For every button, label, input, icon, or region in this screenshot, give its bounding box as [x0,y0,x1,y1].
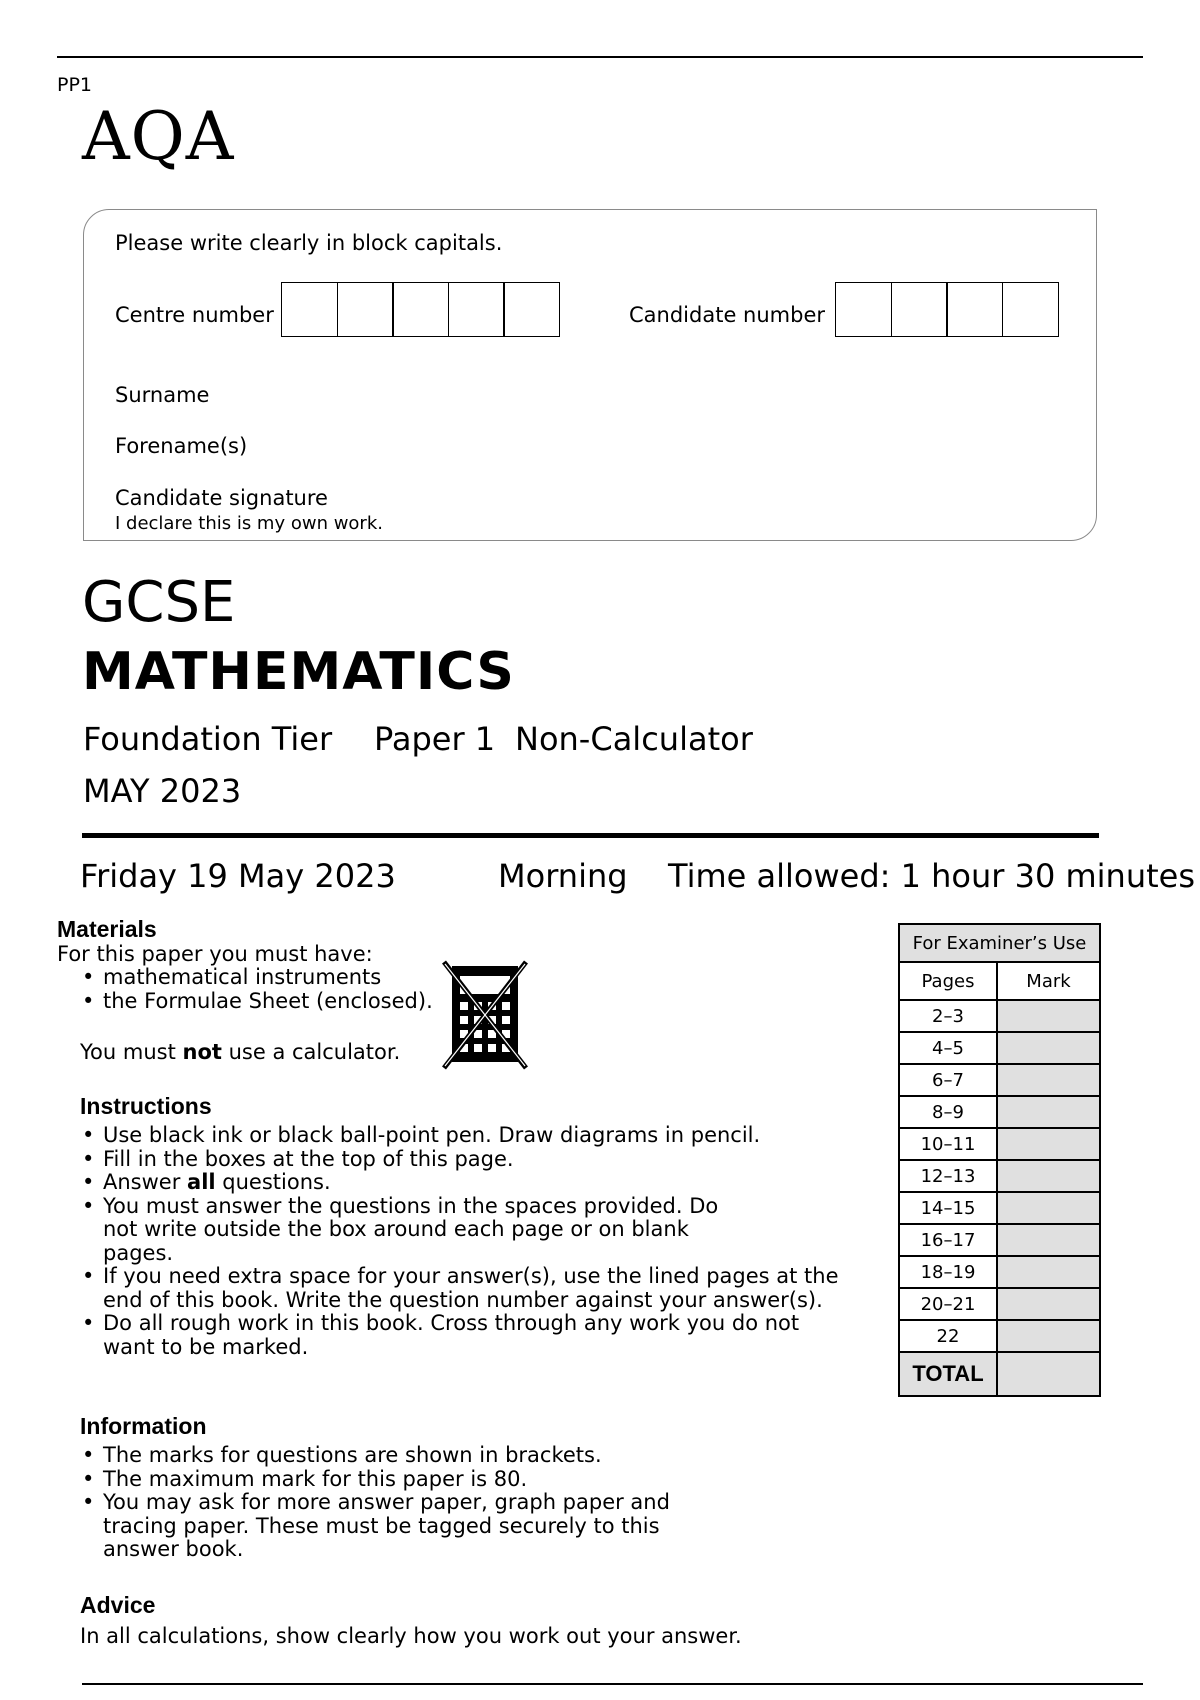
mark-cell [997,1192,1100,1224]
instructions-list [80,1124,850,1359]
centre-number-digit[interactable] [448,282,505,337]
list-item [80,1171,850,1195]
materials-intro: For this paper you must have: [57,942,373,966]
surname-label: Surname [115,383,210,407]
calc-prefix: You must [80,1040,183,1064]
mark-cell [997,1160,1100,1192]
centre-number-boxes[interactable] [281,282,560,337]
instructions-heading: Instructions [80,1093,212,1119]
centre-number-digit[interactable] [392,282,449,337]
calc-suffix: use a calculator. [221,1040,401,1064]
list-item: • Use black ink or black ball-point pen. Draw diagrams in pencil. [80,1124,850,1148]
candidate-details-box [83,209,1097,541]
centre-number-label: Centre number [115,303,274,327]
bottom-rule [82,1683,1143,1685]
mark-cell [997,1256,1100,1288]
no-calculator-icon [442,958,528,1070]
time-allowed: Time allowed: 1 hour 30 minutes [668,857,1195,895]
mark-cell [997,1064,1100,1096]
mark-cell [997,1096,1100,1128]
calc-emphasis: not [182,1040,222,1064]
qualification-title: GCSE [82,570,236,635]
exam-series: MAY 2023 [83,772,242,810]
materials-list [80,966,480,1013]
total-label: TOTAL [899,1352,997,1396]
list-item: • the Formulae Sheet (enclosed). [80,990,480,1014]
answer-prefix: Answer [103,1170,188,1194]
pages-cell: 12–13 [899,1160,997,1192]
pages-cell: 20–21 [899,1288,997,1320]
candidate-number-boxes[interactable] [835,282,1059,337]
calculator-label: Non-Calculator [515,720,753,758]
page-code: PP1 [57,74,93,96]
list-item: • If you need extra space for your answer(s), use the lined pages at the end of this book. Write the question number against your answer(s). [80,1265,850,1312]
subject-title: MATHEMATICS [82,642,515,702]
mark-cell [997,1032,1100,1064]
mark-cell [997,1128,1100,1160]
exam-date: Friday 19 May 2023 [80,857,396,895]
candidate-number-digit[interactable] [891,282,948,337]
list-item: • You must answer the questions in the spaces provided. Do not write outside the box around each page or on blank pages. [80,1195,743,1266]
pages-column-header: Pages [899,962,997,1000]
mark-cell [997,1320,1100,1352]
total-mark-cell [997,1352,1100,1396]
information-list [80,1444,720,1562]
examiner-table-title: For Examiner’s Use [899,924,1100,962]
forename-label: Forename(s) [115,434,248,458]
candidate-number-digit[interactable] [835,282,892,337]
aqa-logo: AQA [82,98,235,175]
candidate-number-label: Candidate number [629,303,825,327]
list-item: • Fill in the boxes at the top of this page. [80,1148,850,1172]
pages-cell: 18–19 [899,1256,997,1288]
candidate-number-digit[interactable] [1002,282,1059,337]
materials-heading: Materials [57,916,157,942]
mark-cell [997,1288,1100,1320]
advice-text: In all calculations, show clearly how you work out your answer. [80,1624,742,1648]
list-item: • mathematical instruments [80,966,480,990]
no-calculator-statement [80,1040,400,1064]
pages-cell: 6–7 [899,1064,997,1096]
list-item: • Do all rough work in this book. Cross through any work you do not want to be marked. [80,1312,850,1359]
centre-number-digit[interactable] [503,282,560,337]
signature-label: Candidate signature [115,486,328,510]
list-item: • You may ask for more answer paper, graph paper and tracing paper. These must be tagged securely to this answer book. [80,1491,720,1562]
block-capitals-instruction: Please write clearly in block capitals. [115,231,503,255]
pages-cell: 4–5 [899,1032,997,1064]
declaration-text: I declare this is my own work. [115,513,383,534]
centre-number-digit[interactable] [337,282,394,337]
mark-column-header: Mark [997,962,1100,1000]
paper-label: Paper 1 [374,720,496,758]
advice-heading: Advice [80,1592,156,1618]
top-rule [57,56,1143,58]
pages-cell: 22 [899,1320,997,1352]
answer-suffix: questions. [215,1170,331,1194]
mark-cell [997,1224,1100,1256]
answer-emphasis: all [187,1170,216,1194]
pages-cell: 10–11 [899,1128,997,1160]
exam-session: Morning [498,857,628,895]
centre-number-digit[interactable] [281,282,338,337]
pages-cell: 8–9 [899,1096,997,1128]
tier-label: Foundation Tier [83,720,333,758]
pages-cell: 14–15 [899,1192,997,1224]
information-heading: Information [80,1413,207,1439]
title-divider [82,833,1099,838]
list-item: • The marks for questions are shown in brackets. [80,1444,720,1468]
pages-cell: 2–3 [899,1000,997,1032]
list-item: • The maximum mark for this paper is 80. [80,1468,720,1492]
candidate-number-digit[interactable] [946,282,1003,337]
examiner-use-table [898,923,1101,1397]
mark-cell [997,1000,1100,1032]
pages-cell: 16–17 [899,1224,997,1256]
